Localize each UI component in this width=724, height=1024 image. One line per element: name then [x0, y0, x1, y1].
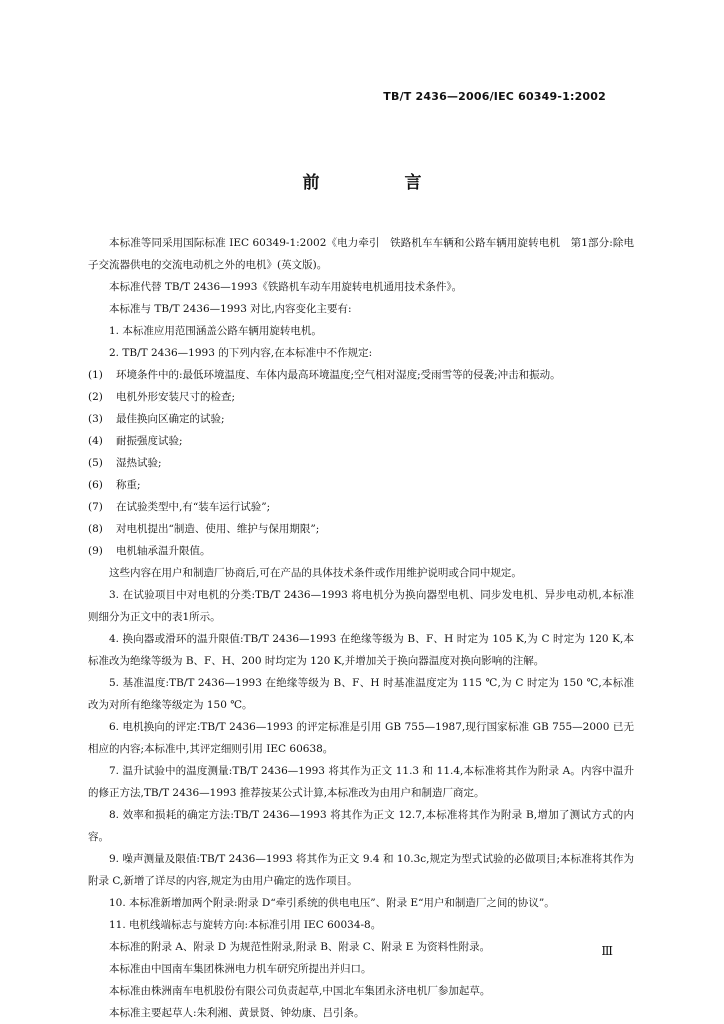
list-item-text: 称重; — [116, 479, 141, 491]
list-item-text: 对电机提出“制造、使用、维护与保用期限”; — [116, 523, 320, 535]
list-item-number: (7) — [88, 501, 103, 513]
list-item-text: 电机轴承温升限值。 — [116, 545, 211, 557]
paragraph-change-8: 8. 效率和损耗的确定方法:TB/T 2436—1993 将其作为正文 12.7,本标准将其作为附录 B,增加了测试方式的内容。 — [88, 809, 634, 843]
paragraph-change-3: 3. 在试验项目中对电机的分类:TB/T 2436—1993 将电机分为换向器型电机、同步发电机、异步电动机,本标准则细分为正文中的表1所示。 — [88, 589, 634, 623]
paragraph-change-1: 1. 本标准应用范围涵盖公路车辆用旋转电机。 — [109, 325, 322, 337]
paragraph-changes-intro: 本标准与 TB/T 2436—1993 对比,内容变化主要有: — [109, 303, 352, 315]
list-item — [88, 408, 634, 430]
list-item-number: (6) — [88, 479, 103, 491]
list-item-number: (4) — [88, 435, 103, 447]
paragraph-change-5: 5. 基准温度:TB/T 2436—1993 在绝缘等级为 B、F、H 时基准温度定为 115 ℃,为 C 时定为 150 ℃,本标准改为对所有绝缘等级定为 150 ℃。 — [88, 677, 634, 711]
list-item-number: (9) — [88, 545, 103, 557]
list-item-number: (3) — [88, 413, 103, 425]
paragraph-drafting-units: 本标准由株洲南车电机股份有限公司负责起草,中国北车集团永济电机厂参加起草。 — [109, 985, 491, 997]
page-number: Ⅲ — [601, 944, 614, 958]
paragraph-change-9: 9. 噪声测量及限值:TB/T 2436—1993 将其作为正文 9.4 和 10.3c,规定为型式试验的必做项目;本标准将其作为附录 C,新增了详尽的内容,规定为由用户确定的选作项目。 — [88, 853, 634, 887]
paragraph-replaces: 本标准代替 TB/T 2436—1993《铁路机车动车用旋转电机通用技术条件》。 — [109, 281, 463, 293]
paragraph-change-4: 4. 换向器或滑环的温升限值:TB/T 2436—1993 在绝缘等级为 B、F、H 时定为 105 K,为 C 时定为 120 K,本标准改为绝缘等级为 B、F、H、200 时均定为 120 K,并增加关于换向器温度对换向影响的注解。 — [88, 633, 634, 667]
list-item — [88, 540, 634, 562]
list-item-text: 环境条件中的:最低环境温度、车体内最高环境温度;空气相对湿度;受雨雪等的侵袭;冲击和振动。 — [116, 369, 561, 381]
list-item — [88, 518, 634, 540]
list-item-number: (5) — [88, 457, 103, 469]
paragraph-drafters: 本标准主要起草人:朱利湘、黄景贤、钟幼康、吕引条。 — [109, 1007, 365, 1019]
list-item-text: 在试验类型中,有“装车运行试验”; — [116, 501, 271, 513]
list-item — [88, 474, 634, 496]
paragraph-change-11: 11. 电机线端标志与旋转方向:本标准引用 IEC 60034-8。 — [109, 919, 382, 931]
foreword-body — [88, 232, 634, 1024]
list-item-number: (1) — [88, 369, 103, 381]
list-item-number: (2) — [88, 391, 103, 403]
list-item — [88, 452, 634, 474]
list-item-text: 最佳换向区确定的试验; — [116, 413, 225, 425]
paragraph-negotiation: 这些内容在用户和制造厂协商后,可在产品的具体技术条件或作用维护说明或合同中规定。 — [109, 567, 522, 579]
paragraph-change-2: 2. TB/T 2436—1993 的下列内容,在本标准中不作规定: — [109, 347, 373, 359]
list-item — [88, 386, 634, 408]
standard-number-header: TB/T 2436—2006/IEC 60349-1:2002 — [383, 90, 606, 103]
list-item-text: 耐振强度试验; — [116, 435, 183, 447]
paragraph-adoption: 本标准等同采用国际标准 IEC 60349-1:2002《电力牵引 铁路机车车辆和公路车辆用旋转电机 第1部分:除电子交流器供电的交流电动机之外的电机》(英文版)。 — [88, 237, 634, 271]
paragraph-change-6: 6. 电机换向的评定:TB/T 2436—1993 的评定标准是引用 GB 755—1987,现行国家标准 GB 755—2000 已无相应的内容;本标准中,其评定细则引用 IEC 60638。 — [88, 721, 634, 755]
list-item-number: (8) — [88, 523, 103, 535]
paragraph-appendices: 本标准的附录 A、附录 D 为规范性附录,附录 B、附录 C、附录 E 为资料性附录。 — [109, 941, 491, 953]
paragraph-proposer: 本标准由中国南车集团株洲电力机车研究所提出并归口。 — [109, 963, 372, 975]
list-item — [88, 364, 634, 386]
paragraph-change-10: 10. 本标准新增加两个附录:附录 D“牵引系统的供电电压”、附录 E“用户和制造厂之间的协议”。 — [109, 897, 555, 909]
paragraph-change-7: 7. 温升试验中的温度测量:TB/T 2436—1993 将其作为正文 11.3 和 11.4,本标准将其作为附录 A。内容中温升的修正方法,TB/T 2436—1993 推荐按某公式计算,本标准改为由用户和制造厂商定。 — [88, 765, 634, 799]
list-item-text: 湿热试验; — [116, 457, 162, 469]
list-item — [88, 496, 634, 518]
list-item — [88, 430, 634, 452]
list-item-text: 电机外形安装尺寸的检查; — [116, 391, 236, 403]
omitted-items-list — [88, 364, 634, 562]
page-title: 前 言 — [302, 173, 456, 193]
